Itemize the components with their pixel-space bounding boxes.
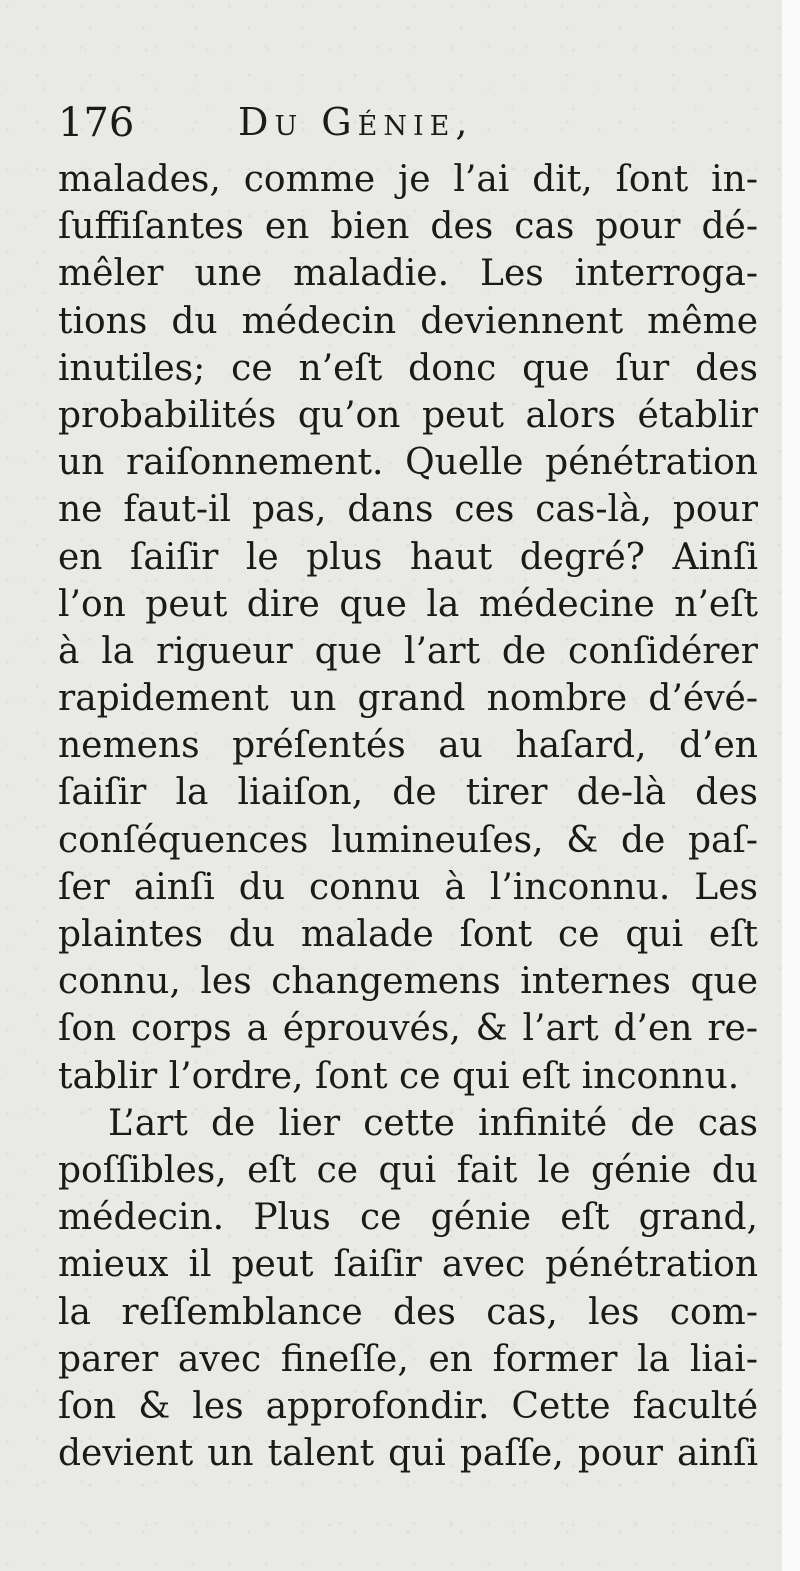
paragraph-start-line: L’art de lier cette infinité de cas: [108, 1102, 758, 1144]
text-line: plaintes du malade ſont ce qui eſt: [58, 914, 758, 955]
text-line: tions du médecin deviennent même: [58, 300, 758, 342]
text-line: mêler une maladie. Les interroga-: [58, 253, 758, 295]
text-line: malades, comme je l’ai dit, ſont in-: [58, 159, 758, 200]
page-header: [58, 96, 758, 156]
text-line: ne faut-il pas, dans ces cas-là, pour: [58, 489, 758, 531]
text-line: médecin. Plus ce génie eſt grand,: [58, 1197, 758, 1239]
text-line: ſon corps a éprouvés, & l’art d’en re-: [58, 1008, 758, 1050]
text-line: l’on peut dire que la médecine n’eſt: [58, 583, 758, 625]
text-line: rapidement un grand nombre d’évé-: [58, 678, 758, 720]
text-line: conſéquences lumineuſes, & de paſ-: [58, 819, 758, 861]
text-line: un raiſonnement. Quelle pénétration: [58, 442, 758, 484]
text-line: en ſaiſir le plus haut degré? Ainſi: [58, 536, 758, 578]
text-line: nemens préſentés au haſard, d’en: [58, 725, 758, 767]
text-line: ſuffiſantes en bien des cas pour dé-: [58, 206, 758, 248]
text-line: mieux il peut ſaiſir avec pénétration: [58, 1244, 758, 1286]
text-line: poſſibles, eſt ce qui fait le génie du: [58, 1149, 758, 1191]
running-head: Du Génie,: [238, 100, 474, 144]
body-text: [58, 156, 758, 1477]
text-line: à la rigueur que l’art de conſidérer: [58, 630, 758, 672]
text-line: ſer ainſi du connu à l’inconnu. Les: [58, 866, 758, 908]
text-line: ſaiſir la liaiſon, de tirer de-là des: [58, 772, 758, 814]
text-line: connu, les changemens internes que: [58, 961, 758, 1003]
scan-margin: [782, 0, 800, 1571]
page-number: 176: [58, 100, 135, 146]
text-line: la reſſemblance des cas, les com-: [58, 1291, 758, 1333]
text-line: probabilités qu’on peut alors établir: [58, 394, 758, 436]
text-line: inutiles; ce n’eſt donc que ſur des: [58, 347, 758, 389]
paragraph-end-line: tablir l’ordre, ſont ce qui eſt inconnu.: [58, 1055, 740, 1097]
text-line: parer avec fineſſe, en former la liai-: [58, 1338, 758, 1380]
text-line: devient un talent qui paſſe, pour ainſi: [58, 1433, 758, 1475]
text-line: ſon & les approfondir. Cette faculté: [58, 1385, 758, 1427]
